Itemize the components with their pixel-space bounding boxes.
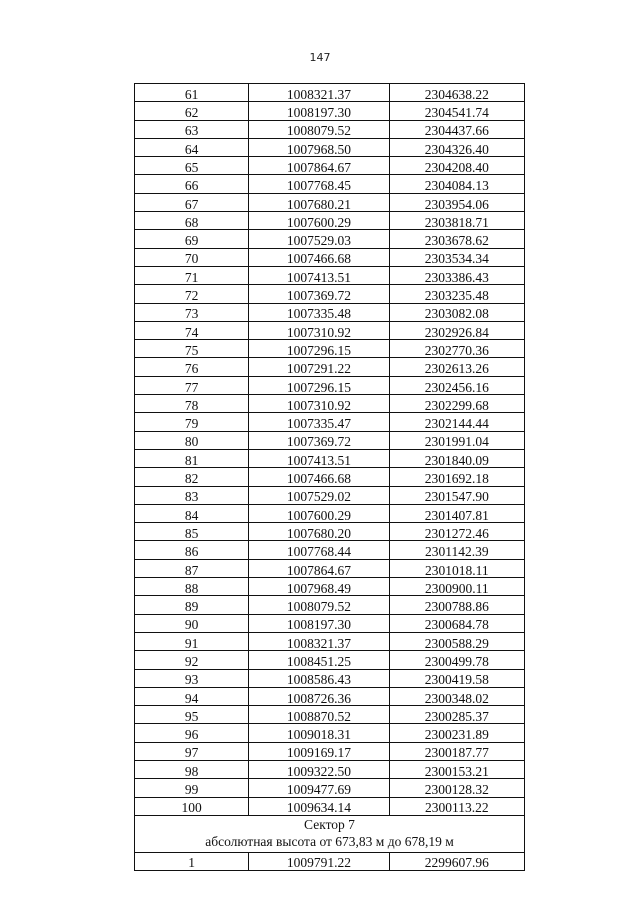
point-number-cell: 66: [135, 175, 249, 193]
table-row: [135, 504, 525, 522]
point-number-cell: 65: [135, 157, 249, 175]
x-coordinate-cell: 1007968.49: [249, 578, 389, 596]
table-row: [135, 285, 525, 303]
point-number-cell: 79: [135, 413, 249, 431]
y-coordinate-cell: 2300348.02: [389, 687, 524, 705]
table-row: [135, 413, 525, 431]
x-coordinate-cell: 1007600.29: [249, 504, 389, 522]
x-coordinate-cell: 1007466.68: [249, 248, 389, 266]
y-coordinate-cell: 2303954.06: [389, 193, 524, 211]
point-number-cell: 73: [135, 303, 249, 321]
section-title: Сектор 7: [304, 816, 355, 832]
y-coordinate-cell: 2301547.90: [389, 486, 524, 504]
y-coordinate-cell: 2301407.81: [389, 504, 524, 522]
table-row: [135, 852, 525, 870]
point-number-cell: 61: [135, 84, 249, 102]
y-coordinate-cell: 2302770.36: [389, 340, 524, 358]
x-coordinate-cell: 1007369.72: [249, 285, 389, 303]
y-coordinate-cell: 2300231.89: [389, 724, 524, 742]
table-row: [135, 687, 525, 705]
table-row: [135, 321, 525, 339]
y-coordinate-cell: 2303818.71: [389, 212, 524, 230]
table-row: [135, 651, 525, 669]
x-coordinate-cell: 1007600.29: [249, 212, 389, 230]
table-row: [135, 541, 525, 559]
table-row: [135, 669, 525, 687]
y-coordinate-cell: 2303386.43: [389, 266, 524, 284]
table-row: [135, 84, 525, 102]
point-number-cell: 93: [135, 669, 249, 687]
x-coordinate-cell: 1007680.21: [249, 193, 389, 211]
x-coordinate-cell: 1007310.92: [249, 395, 389, 413]
point-number-cell: 69: [135, 230, 249, 248]
point-number-cell: 94: [135, 687, 249, 705]
y-coordinate-cell: 2301142.39: [389, 541, 524, 559]
point-number-cell: 82: [135, 468, 249, 486]
x-coordinate-cell: 1009018.31: [249, 724, 389, 742]
table-row: [135, 138, 525, 156]
table-row: [135, 175, 525, 193]
point-number-cell: 88: [135, 578, 249, 596]
y-coordinate-cell: 2302926.84: [389, 321, 524, 339]
point-number-cell: 99: [135, 779, 249, 797]
x-coordinate-cell: 1009322.50: [249, 760, 389, 778]
y-coordinate-cell: 2300900.11: [389, 578, 524, 596]
table-row: [135, 266, 525, 284]
table-row: [135, 760, 525, 778]
point-number-cell: 95: [135, 706, 249, 724]
point-number-cell: 92: [135, 651, 249, 669]
section-row: [135, 815, 525, 852]
point-number-cell: 75: [135, 340, 249, 358]
x-coordinate-cell: 1009477.69: [249, 779, 389, 797]
x-coordinate-cell: 1008321.37: [249, 84, 389, 102]
y-coordinate-cell: 2304541.74: [389, 102, 524, 120]
y-coordinate-cell: 2303534.34: [389, 248, 524, 266]
y-coordinate-cell: 2302299.68: [389, 395, 524, 413]
x-coordinate-cell: 1007768.45: [249, 175, 389, 193]
x-coordinate-cell: 1008451.25: [249, 651, 389, 669]
table-row: [135, 578, 525, 596]
point-number-cell: 87: [135, 559, 249, 577]
table-row: [135, 797, 525, 815]
table-row: [135, 779, 525, 797]
y-coordinate-cell: 2301018.11: [389, 559, 524, 577]
point-number-cell: 81: [135, 449, 249, 467]
table-row: [135, 193, 525, 211]
x-coordinate-cell: 1007466.68: [249, 468, 389, 486]
point-number-cell: 86: [135, 541, 249, 559]
x-coordinate-cell: 1008321.37: [249, 632, 389, 650]
table-row: [135, 632, 525, 650]
section-table-body: [135, 852, 525, 870]
point-number-cell: 70: [135, 248, 249, 266]
point-number-cell: 98: [135, 760, 249, 778]
point-number-cell: 85: [135, 523, 249, 541]
point-number-cell: 62: [135, 102, 249, 120]
y-coordinate-cell: 2300113.22: [389, 797, 524, 815]
y-coordinate-cell: 2300588.29: [389, 632, 524, 650]
point-number-cell: 78: [135, 395, 249, 413]
table-row: [135, 230, 525, 248]
table-row: [135, 486, 525, 504]
x-coordinate-cell: 1007680.20: [249, 523, 389, 541]
x-coordinate-cell: 1007310.92: [249, 321, 389, 339]
y-coordinate-cell: 2300128.32: [389, 779, 524, 797]
point-number-cell: 83: [135, 486, 249, 504]
x-coordinate-cell: 1007335.47: [249, 413, 389, 431]
table-row: [135, 395, 525, 413]
coordinates-table-body: [135, 84, 525, 816]
y-coordinate-cell: 2304208.40: [389, 157, 524, 175]
table-row: [135, 742, 525, 760]
y-coordinate-cell: 2302613.26: [389, 358, 524, 376]
y-coordinate-cell: 2301272.46: [389, 523, 524, 541]
table-row: [135, 120, 525, 138]
y-coordinate-cell: 2299607.96: [389, 852, 524, 870]
y-coordinate-cell: 2304437.66: [389, 120, 524, 138]
y-coordinate-cell: 2301692.18: [389, 468, 524, 486]
table-row: [135, 248, 525, 266]
x-coordinate-cell: 1008197.30: [249, 102, 389, 120]
point-number-cell: 91: [135, 632, 249, 650]
y-coordinate-cell: 2301991.04: [389, 431, 524, 449]
point-number-cell: 76: [135, 358, 249, 376]
y-coordinate-cell: 2302456.16: [389, 376, 524, 394]
y-coordinate-cell: 2301840.09: [389, 449, 524, 467]
x-coordinate-cell: 1009634.14: [249, 797, 389, 815]
table-row: [135, 449, 525, 467]
point-number-cell: 80: [135, 431, 249, 449]
table-row: [135, 596, 525, 614]
point-number-cell: 89: [135, 596, 249, 614]
x-coordinate-cell: 1007291.22: [249, 358, 389, 376]
x-coordinate-cell: 1007529.02: [249, 486, 389, 504]
table-row: [135, 724, 525, 742]
y-coordinate-cell: 2300285.37: [389, 706, 524, 724]
y-coordinate-cell: 2302144.44: [389, 413, 524, 431]
x-coordinate-cell: 1007369.72: [249, 431, 389, 449]
section-cell: [135, 815, 525, 852]
coordinates-table: [134, 83, 525, 871]
table-row: [135, 340, 525, 358]
x-coordinate-cell: 1007864.67: [249, 157, 389, 175]
point-number-cell: 90: [135, 614, 249, 632]
table-row: [135, 431, 525, 449]
x-coordinate-cell: 1007296.15: [249, 376, 389, 394]
table-row: [135, 303, 525, 321]
point-number-cell: 84: [135, 504, 249, 522]
point-number-cell: 67: [135, 193, 249, 211]
x-coordinate-cell: 1007296.15: [249, 340, 389, 358]
table-row: [135, 358, 525, 376]
y-coordinate-cell: 2303082.08: [389, 303, 524, 321]
section-subtitle: абсолютная высота от 673,83 м до 678,19 м: [205, 833, 454, 849]
y-coordinate-cell: 2304638.22: [389, 84, 524, 102]
x-coordinate-cell: 1009791.22: [249, 852, 389, 870]
point-number-cell: 74: [135, 321, 249, 339]
y-coordinate-cell: 2300153.21: [389, 760, 524, 778]
x-coordinate-cell: 1007768.44: [249, 541, 389, 559]
point-number-cell: 77: [135, 376, 249, 394]
y-coordinate-cell: 2300187.77: [389, 742, 524, 760]
x-coordinate-cell: 1007529.03: [249, 230, 389, 248]
x-coordinate-cell: 1008079.52: [249, 120, 389, 138]
table-row: [135, 102, 525, 120]
point-number-cell: 64: [135, 138, 249, 156]
x-coordinate-cell: 1008079.52: [249, 596, 389, 614]
y-coordinate-cell: 2300788.86: [389, 596, 524, 614]
y-coordinate-cell: 2303678.62: [389, 230, 524, 248]
y-coordinate-cell: 2303235.48: [389, 285, 524, 303]
x-coordinate-cell: 1007413.51: [249, 449, 389, 467]
x-coordinate-cell: 1008197.30: [249, 614, 389, 632]
x-coordinate-cell: 1009169.17: [249, 742, 389, 760]
point-number-cell: 100: [135, 797, 249, 815]
table-row: [135, 376, 525, 394]
point-number-cell: 71: [135, 266, 249, 284]
table-row: [135, 614, 525, 632]
y-coordinate-cell: 2300684.78: [389, 614, 524, 632]
section-header: [135, 815, 525, 852]
x-coordinate-cell: 1008726.36: [249, 687, 389, 705]
point-number-cell: 96: [135, 724, 249, 742]
x-coordinate-cell: 1007864.67: [249, 559, 389, 577]
point-number-cell: 97: [135, 742, 249, 760]
x-coordinate-cell: 1007335.48: [249, 303, 389, 321]
x-coordinate-cell: 1008870.52: [249, 706, 389, 724]
y-coordinate-cell: 2300499.78: [389, 651, 524, 669]
table-row: [135, 212, 525, 230]
y-coordinate-cell: 2304084.13: [389, 175, 524, 193]
table-row: [135, 157, 525, 175]
point-number-cell: 72: [135, 285, 249, 303]
page-number: 147: [309, 51, 331, 64]
y-coordinate-cell: 2300419.58: [389, 669, 524, 687]
x-coordinate-cell: 1007413.51: [249, 266, 389, 284]
table-row: [135, 706, 525, 724]
point-number-cell: 63: [135, 120, 249, 138]
point-number-cell: 1: [135, 852, 249, 870]
table-row: [135, 559, 525, 577]
x-coordinate-cell: 1008586.43: [249, 669, 389, 687]
table-row: [135, 523, 525, 541]
table-row: [135, 468, 525, 486]
x-coordinate-cell: 1007968.50: [249, 138, 389, 156]
y-coordinate-cell: 2304326.40: [389, 138, 524, 156]
point-number-cell: 68: [135, 212, 249, 230]
